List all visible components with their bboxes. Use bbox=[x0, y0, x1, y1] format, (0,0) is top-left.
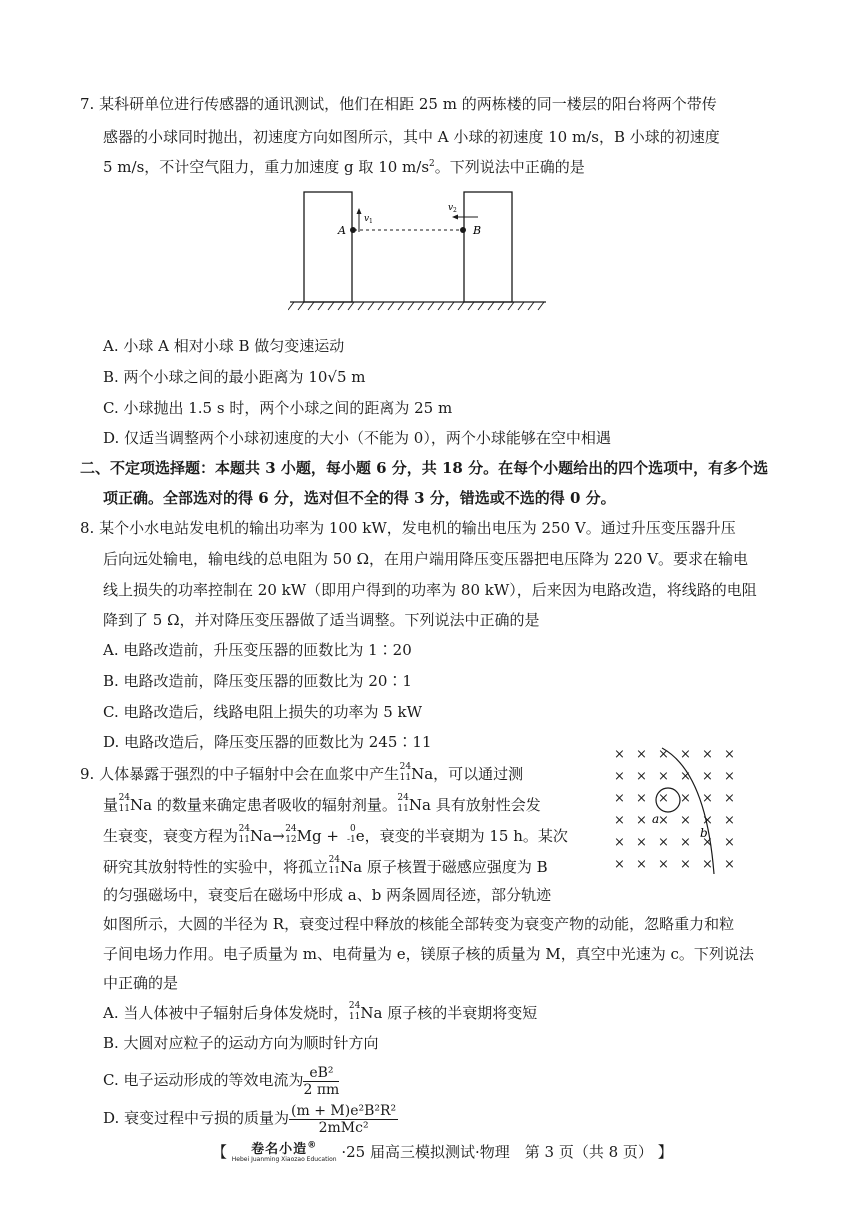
field-cross: × bbox=[702, 791, 713, 806]
field-cross: × bbox=[702, 835, 713, 850]
q9-line-6: 如图所示，大圆的半径为 R，衰变过程中释放的核能全部转变为衰变产物的动能，忽略重力和粒 bbox=[103, 915, 735, 933]
trajectory-a-large-arc bbox=[662, 748, 714, 874]
q8-line-4: 降到了 5 Ω，并对降压变压器做了适当调整。下列说法中正确的是 bbox=[103, 611, 540, 629]
field-cross: × bbox=[636, 769, 647, 784]
field-cross: × bbox=[636, 747, 647, 762]
field-cross: × bbox=[680, 835, 691, 850]
field-cross: × bbox=[614, 791, 625, 806]
field-cross: × bbox=[614, 769, 625, 784]
label-v2-sub: 2 bbox=[453, 207, 457, 214]
field-cross: × bbox=[724, 835, 735, 850]
ball-a bbox=[350, 227, 356, 233]
field-cross: × bbox=[658, 769, 669, 784]
field-cross: × bbox=[658, 835, 669, 850]
section-2-heading-1: 二、不定项选择题：本题共 3 小题，每小题 6 分，共 18 分。在每个小题给出的四个选项中，有多个选 bbox=[80, 459, 769, 477]
label-a: A bbox=[338, 224, 346, 237]
q8-line-3: 线上损失的功率控制在 20 kW（即用户得到的功率为 80 kW），后来因为电路改造，将线路的电阻 bbox=[103, 581, 757, 599]
footer-bracket-left: 【 bbox=[212, 1143, 228, 1161]
field-cross: × bbox=[636, 813, 647, 828]
building-b bbox=[464, 192, 512, 302]
field-cross: × bbox=[724, 747, 735, 762]
field-cross: × bbox=[724, 857, 735, 872]
q7-option-a: A. 小球 A 相对小球 B 做匀变速运动 bbox=[103, 337, 345, 355]
q7-line-3: 5 m/s，不计空气阻力，重力加速度 g 取 10 $m/s^2$。下列说法中正确的是 bbox=[103, 158, 585, 176]
label-b: B bbox=[473, 224, 482, 237]
field-cross: × bbox=[658, 747, 669, 762]
q9-line-2: 量 24 11 Na 的数量来确定患者吸收的辐射剂量。 24 11 Na 具有放射性会发 bbox=[103, 793, 541, 814]
q7-option-d: D. 仅适当调整两个小球初速度的大小（不能为 0），两个小球能够在空中相遇 bbox=[103, 429, 611, 447]
q8-option-b: B. 电路改造前，降压变压器的匝数比为 20∶1 bbox=[103, 672, 412, 690]
q8-line-2: 后向远处输电，输电线的总电阻为 50 Ω，在用户端用降压变压器把电压降为 220 V。要求在输电 bbox=[103, 550, 749, 568]
ground-hatch bbox=[288, 302, 544, 310]
section-2-heading-2: 项正确。全部选对的得 6 分，选对但不全的得 3 分，错选或不选的得 0 分。 bbox=[103, 489, 616, 507]
field-cross: × bbox=[702, 813, 713, 828]
q9-line-7: 子间电场力作用。电子质量为 m、电荷量为 e，镁原子核的质量为 M，真空中光速为 c。下列说法 bbox=[103, 945, 754, 963]
q7-line-2: 感器的小球同时抛出，初速度方向如图所示，其中 A 小球的初速度 10 m/s，B 小球的初速度 bbox=[103, 128, 720, 146]
field-cross: × bbox=[636, 835, 647, 850]
q9-option-b: B. 大圆对应粒子的运动方向为顺时针方向 bbox=[103, 1034, 379, 1052]
footer-bracket-right: 】 bbox=[657, 1143, 673, 1161]
field-cross: × bbox=[724, 769, 735, 784]
field-cross: × bbox=[680, 813, 691, 828]
field-cross: × bbox=[658, 791, 669, 806]
q8-option-a: A. 电路改造前，升压变压器的匝数比为 1∶20 bbox=[103, 641, 412, 659]
footer-text: ·25 届高三模拟测试·物理 第 3 页（共 8 页） bbox=[341, 1143, 653, 1161]
q9-line-4: 研究其放射特性的实验中，将孤立 24 11 Na 原子核置于磁感应强度为 B bbox=[103, 855, 548, 876]
field-cross: × bbox=[680, 747, 691, 762]
q9-line-1: 9. 人体暴露于强烈的中子辐射中会在血浆中产生 24 11 Na，可以通过测 bbox=[80, 762, 524, 783]
ball-b bbox=[460, 227, 466, 233]
label-b: b bbox=[700, 826, 708, 840]
q7-option-c: C. 小球抛出 1.5 s 时，两个小球之间的距离为 25 m bbox=[103, 399, 453, 417]
field-cross: × bbox=[702, 747, 713, 762]
field-cross: × bbox=[614, 747, 625, 762]
label-v1: v bbox=[364, 214, 370, 224]
q9-line-3: 生衰变，衰变方程为 24 11 Na→ 24 12 Mg + 0 -1 e，衰变的半衰期为 15 h。某次 bbox=[103, 824, 568, 845]
field-cross: × bbox=[724, 813, 735, 828]
field-cross: × bbox=[680, 791, 691, 806]
q9-magnetic-field-figure bbox=[610, 742, 750, 877]
q9-line-8: 中正确的是 bbox=[103, 974, 179, 992]
q9-option-a: A. 当人体被中子辐射后身体发烧时， 24 11 Na 原子核的半衰期将变短 bbox=[103, 1001, 538, 1022]
building-a bbox=[304, 192, 352, 302]
brand-logo: 卷名小造® Hebei Juanming Xiaozao Education bbox=[231, 1140, 337, 1163]
field-cross: × bbox=[680, 857, 691, 872]
q8-line-1: 8. 某个小水电站发电机的输出功率为 100 kW，发电机的输出电压为 250 V。通过升压变压器升压 bbox=[80, 519, 736, 537]
field-cross: × bbox=[680, 769, 691, 784]
q9-option-d: D. 衰变过程中亏损的质量为 $\frac{\text{(m + M)e²B²R²}}{\text{2mMc²}}$ bbox=[103, 1102, 397, 1136]
label-a: a bbox=[652, 812, 660, 826]
field-cross: × bbox=[724, 791, 735, 806]
field-cross: × bbox=[636, 857, 647, 872]
page-footer bbox=[212, 1142, 673, 1163]
field-cross: × bbox=[702, 857, 713, 872]
field-cross: × bbox=[614, 813, 625, 828]
q7-line-1: 7. 某科研单位进行传感器的通讯测试，他们在相距 25 m 的两栋楼的同一楼层的阳台将两个带传 bbox=[80, 95, 717, 113]
q8-option-d: D. 电路改造后，降压变压器的匝数比为 245∶11 bbox=[103, 733, 432, 751]
field-cross: × bbox=[658, 857, 669, 872]
field-cross: × bbox=[636, 791, 647, 806]
label-v2: v bbox=[448, 203, 454, 213]
field-cross: × bbox=[614, 857, 625, 872]
q7-option-b: B. 两个小球之间的最小距离为 10√5 m bbox=[103, 368, 366, 386]
field-cross: × bbox=[702, 769, 713, 784]
label-v1-sub: 1 bbox=[369, 218, 373, 225]
q7-figure bbox=[288, 190, 548, 320]
q9-line-5: 的匀强磁场中，衰变后在磁场中形成 a、b 两条圆周径迹，部分轨迹 bbox=[103, 886, 552, 904]
field-cross: × bbox=[614, 835, 625, 850]
q8-option-c: C. 电路改造后，线路电阻上损失的功率为 5 kW bbox=[103, 703, 423, 721]
field-cross: × bbox=[658, 813, 669, 828]
q9-option-c: C. 电子运动形成的等效电流为 $\frac{\text{eB²}}{2 \pi m}$ bbox=[103, 1064, 340, 1098]
